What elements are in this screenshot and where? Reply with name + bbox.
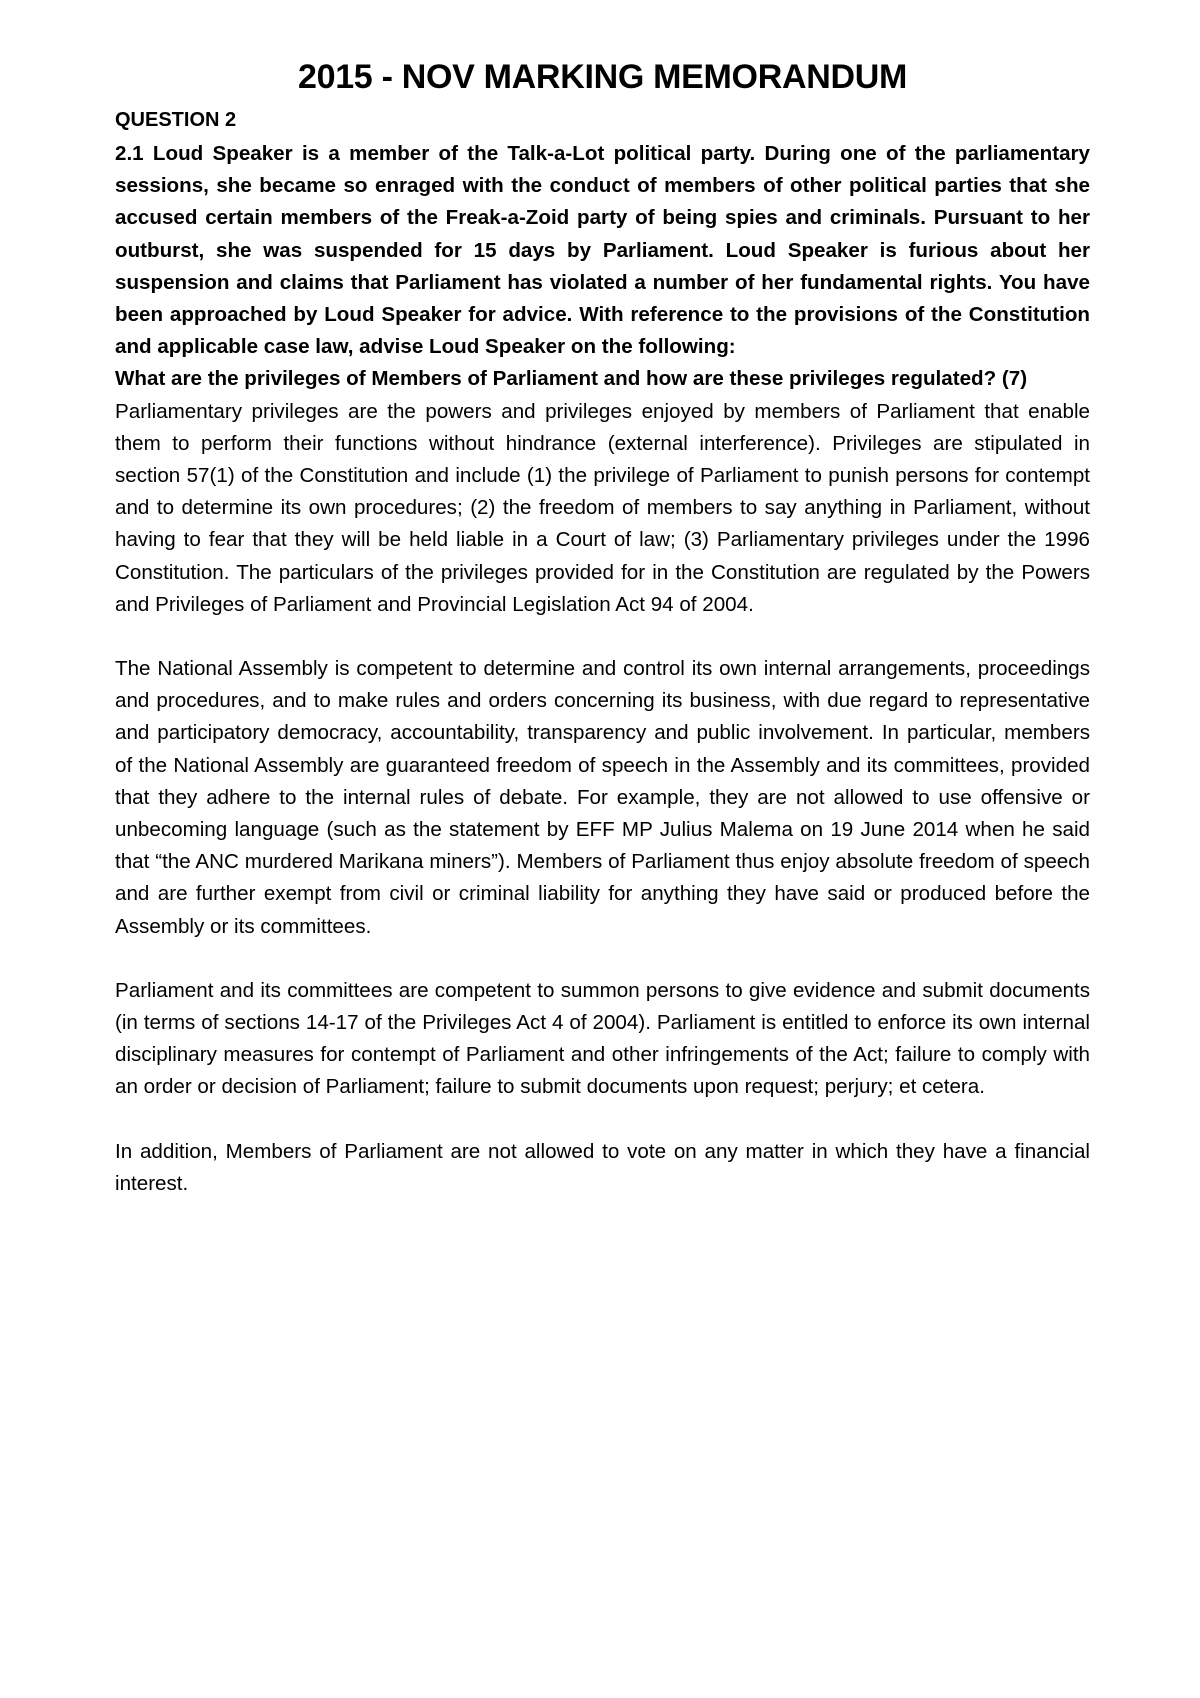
answer-paragraph-2: The National Assembly is competent to determine and control its own internal arrangements, proceedings and procedures, and to make rules and orders concerning its business, with due regard to representative and participatory democracy, accountability, transparency and public involvement. In particular, members of the National Assembly are guaranteed freedom of speech in the Assembly and its committees, provided that they adhere to the internal rules of debate. For example, they are not allowed to use offensive or unbecoming language (such as the statement by EFF MP Julius Malema on 19 June 2014 when he said that “the ANC murdered Marikana miners”). Members of Parliament thus enjoy absolute freedom of speech and are further exempt from civil or criminal liability for anything they have said or produced before the Assembly or its committees. xyxy=(115,657,1090,938)
paragraph-spacer xyxy=(115,943,1090,975)
paragraph-spacer xyxy=(115,621,1090,653)
question-label: QUESTION 2 xyxy=(115,109,237,131)
question-scenario: 2.1 Loud Speaker is a member of the Talk-a-Lot political party. During one of the parliamentary sessions, she became so enraged with the conduct of members of other political parties that she accused certain members of the Freak-a-Zoid party of being spies and criminals. Pursuant to her outburst, she was suspended for 15 days by Parliament. Loud Speaker is furious about her suspension and claims that Parliament has violated a number of her fundamental rights. You have been approached by Loud Speaker for advice. With reference to the provisions of the Constitution and applicable case law, advise Loud Speaker on the following: xyxy=(115,142,1090,359)
answer-paragraph-1: Parliamentary privileges are the powers and privileges enjoyed by members of Parliament that enable them to perform their functions without hindrance (external interference). Privileges are stipulated in section 57(1) of the Constitution and include (1) the privilege of Parliament to punish persons for contempt and to determine its own procedures; (2) the freedom of members to say anything in Parliament, without having to fear that they will be held liable in a Court of law; (3) Parliamentary privileges under the 1996 Constitution. The particulars of the privileges provided for in the Constitution are regulated by the Powers and Privileges of Parliament and Provincial Legislation Act 94 of 2004. xyxy=(115,399,1090,616)
memorandum-page xyxy=(115,58,1090,1200)
answer-paragraph-4: In addition, Members of Parliament are not allowed to vote on any matter in which they have a financial interest. xyxy=(115,1139,1090,1195)
answer-paragraph-3: Parliament and its committees are competent to summon persons to give evidence and submit documents (in terms of sections 14-17 of the Privileges Act 4 of 2004). Parliament is entitled to enforce its own internal disciplinary measures for contempt of Parliament and other infringements of the Act; failure to comply with an order or decision of Parliament; failure to submit documents upon request; perjury; et cetera. xyxy=(115,978,1090,1099)
document-title: 2015 - NOV MARKING MEMORANDUM xyxy=(297,58,907,96)
question-prompt: What are the privileges of Members of Parliament and how are these privileges regulated? (7) xyxy=(115,367,1028,391)
paragraph-spacer xyxy=(115,1104,1090,1136)
